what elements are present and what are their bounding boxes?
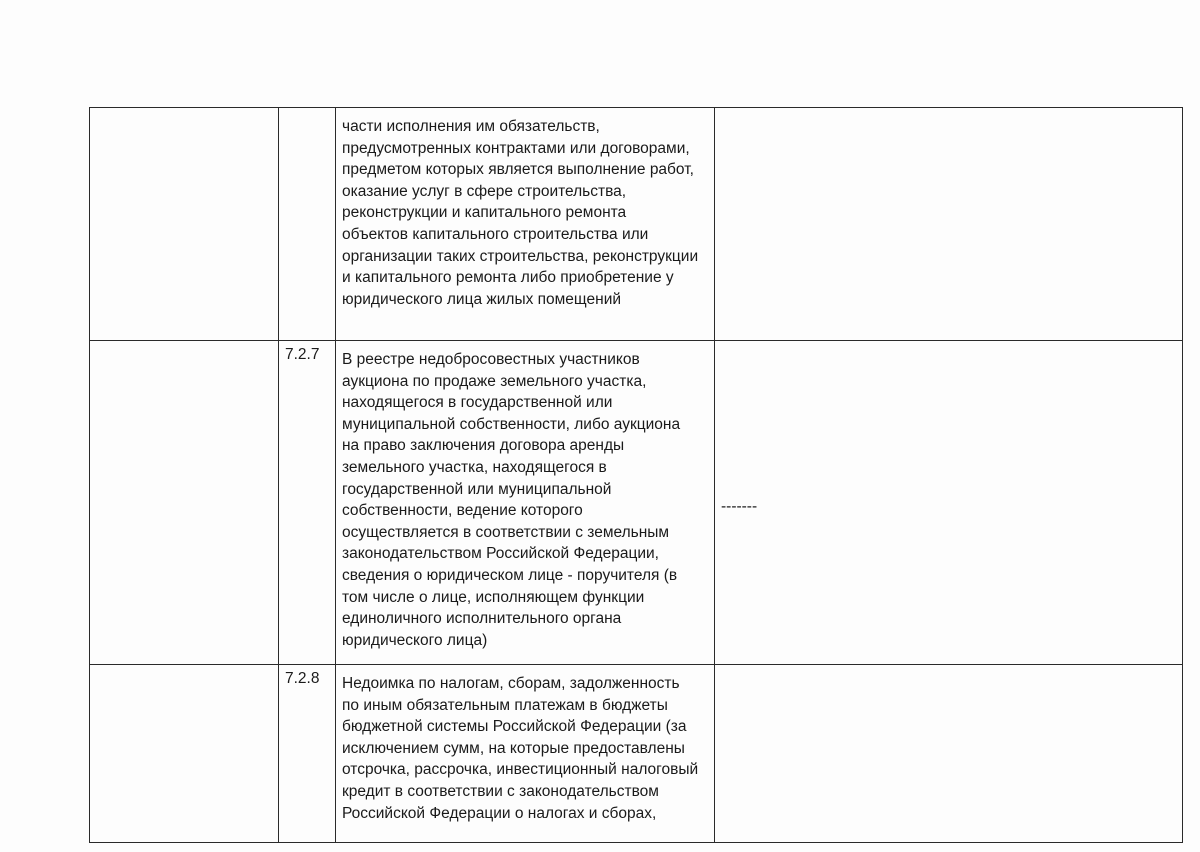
text-line: оказание услуг в сфере строительства, [342,182,627,200]
text-line: кредит в соответствии с законодательством [342,782,659,800]
text-line: и капитального ремонта либо приобретение у [342,269,674,287]
text-line: объектов капитального строительства или [342,225,649,243]
text-line: отсрочка, рассрочка, инвестиционный налоговый [342,761,699,779]
text-line: части исполнения им обязательств, [342,118,600,135]
text-line: предметом которых является выполнение работ, [342,161,694,179]
item-number-cell [279,108,336,341]
text-line: собственности, ведение которого [342,502,583,520]
text-line: В реестре недобросовестных участников [342,351,640,368]
text-line: предусмотренных контрактами или договорами, [342,139,690,157]
text-line: исключением сумм, на которые предоставлены [342,739,685,757]
section-cell [90,108,279,341]
text-line: юридического лица) [342,631,488,649]
text-line: осуществляется в соответствии с земельным [342,523,670,541]
text-line: государственной или муниципальной [342,480,612,498]
section-cell [90,665,279,843]
item-value-cell [715,108,1183,341]
text-line: сведения о юридическом лице - поручителя (в [342,566,678,584]
table-row [90,108,1183,341]
item-text-cell [336,108,715,341]
text-line: на право заключения договора аренды [342,437,625,455]
table-row [90,341,1183,665]
text-line: по иным обязательным платежам в бюджеты [342,696,668,714]
section-cell [90,341,279,665]
text-line: юридического лица жилых помещений [342,290,622,308]
text-line: единоличного исполнительного органа [342,610,622,628]
text-line: реконструкции и капитального ремонта [342,204,627,222]
item-text-cell [336,665,715,843]
text-line: земельного участка, находящегося в [342,458,607,476]
item-number-cell: 7.2.8 [279,665,336,843]
requirements-table [89,107,1183,843]
text-line: Недоимка по налогам, сборам, задолженность [342,675,680,692]
text-line: том числе о лице, исполняющем функции [342,588,645,606]
text-line: находящегося в государственной или [342,394,613,412]
dash-placeholder: ------- [721,497,758,515]
text-line: муниципальной собственности, либо аукциона [342,415,681,433]
table-row [90,665,1183,843]
item-value-cell [715,341,1183,665]
item-value-cell [715,665,1183,843]
text-line: законодательством Российской Федерации, [342,545,659,563]
text-line: организации таких строительства, реконструкции [342,247,699,265]
item-number-cell: 7.2.7 [279,341,336,665]
text-line: аукциона по продаже земельного участка, [342,372,647,390]
text-line: Российской Федерации о налогах и сборах, [342,804,657,822]
text-line: бюджетной системы Российской Федерации (за [342,718,687,736]
item-text-cell [336,341,715,665]
